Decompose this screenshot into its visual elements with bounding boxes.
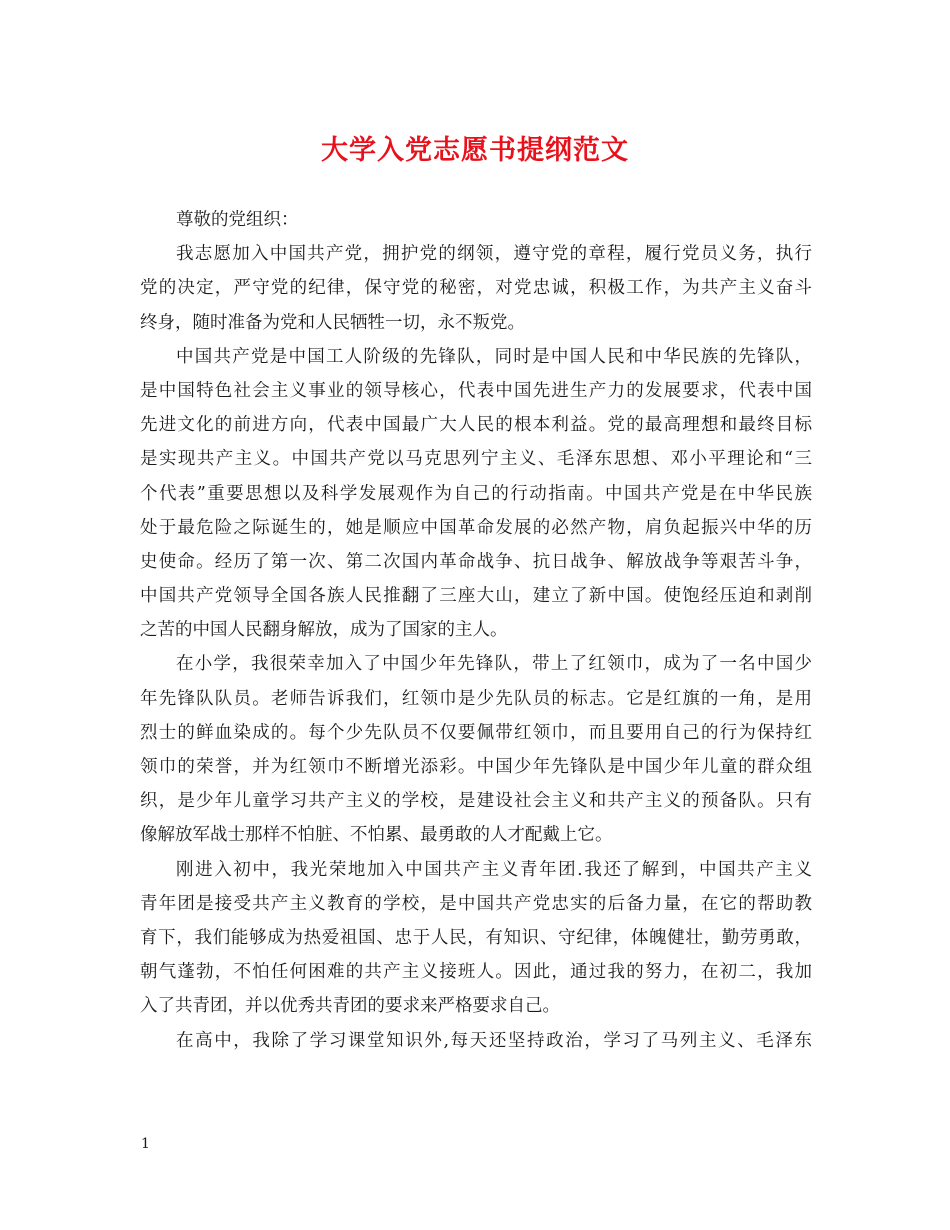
body-line: 青年团是接受共产主义教育的学校，是中国共产党忠实的后备力量，在它的帮助教 [140, 893, 812, 914]
body-line: 是实现共产主义。中国共产党以马克思列宁主义、毛泽东思想、邓小平理论和“三 [140, 449, 812, 470]
body-line: 育下，我们能够成为热爱祖国、忠于人民，有知识、守纪律，体魄健壮，勤劳勇敢， [140, 927, 812, 948]
body-line: 烈士的鲜血染成的。每个少先队员不仅要佩带红领巾，而且要用自己的行为保持红 [140, 722, 812, 743]
body-line: 领巾的荣誉，并为红领巾不断增光添彩。中国少年先锋队是中国少年儿童的群众组 [140, 757, 812, 777]
body-line: 党的决定，严守党的纪律，保守党的秘密，对党忠诚，积极工作，为共产主义奋斗 [140, 278, 812, 299]
body-line: 在高中，我除了学习课堂知识外,每天还坚持政治，学习了马列主义、毛泽东 [176, 1030, 812, 1051]
document-title: 大学入党志愿书提纲范文 [321, 135, 629, 166]
body-line: 处于最危险之际诞生的，她是顺应中国革命发展的必然产物，肩负起振兴中华的历 [140, 517, 812, 538]
body-line: 史使命。经历了第一次、第二次国内革命战争、抗日战争、解放战争等艰苦斗争， [140, 551, 812, 572]
body-line: 织，是少年儿童学习共产主义的学校，是建设社会主义和共产主义的预备队。只有 [140, 791, 812, 812]
body-line: 在小学，我很荣幸加入了中国少年先锋队，带上了红领巾，成为了一名中国少 [176, 654, 812, 675]
document-body [140, 203, 812, 1058]
body-line: 像解放军战士那样不怕脏、不怕累、最勇敢的人才配戴上它。 [140, 825, 613, 846]
body-line: 入了共青团，并以优秀共青团的要求来严格要求自己。 [140, 996, 560, 1017]
body-line: 朝气蓬勃，不怕任何困难的共产主义接班人。因此，通过我的努力，在初二，我加 [140, 962, 812, 983]
body-line: 年先锋队队员。老师告诉我们，红领巾是少先队员的标志。它是红旗的一角，是用 [140, 688, 812, 709]
body-line: 中国共产党领导全国各族人民推翻了三座大山，建立了新中国。使饱经压迫和剥削 [140, 586, 812, 607]
body-line: 个代表”重要思想以及科学发展观作为自己的行动指南。中国共产党是在中华民族 [140, 483, 812, 504]
body-line: 之苦的中国人民翻身解放，成为了国家的主人。 [140, 620, 508, 641]
body-line: 中国共产党是中国工人阶级的先锋队，同时是中国人民和中华民族的先锋队， [176, 346, 812, 367]
body-line: 是中国特色社会主义事业的领导核心，代表中国先进生产力的发展要求，代表中国 [140, 380, 812, 401]
page-number: 1 [141, 1136, 150, 1152]
body-line: 先进文化的前进方向，代表中国最广大人民的根本利益。党的最高理想和最终目标 [140, 415, 812, 436]
salutation: 尊敬的党组织： [176, 210, 299, 230]
body-line: 终身，随时准备为党和人民牺牲一切，永不叛党。 [140, 312, 525, 333]
body-line: 刚进入初中，我光荣地加入中国共产主义青年团.我还了解到，中国共产主义 [176, 859, 812, 880]
body-line: 我志愿加入中国共产党，拥护党的纲领，遵守党的章程，履行党员义务，执行 [176, 244, 812, 265]
